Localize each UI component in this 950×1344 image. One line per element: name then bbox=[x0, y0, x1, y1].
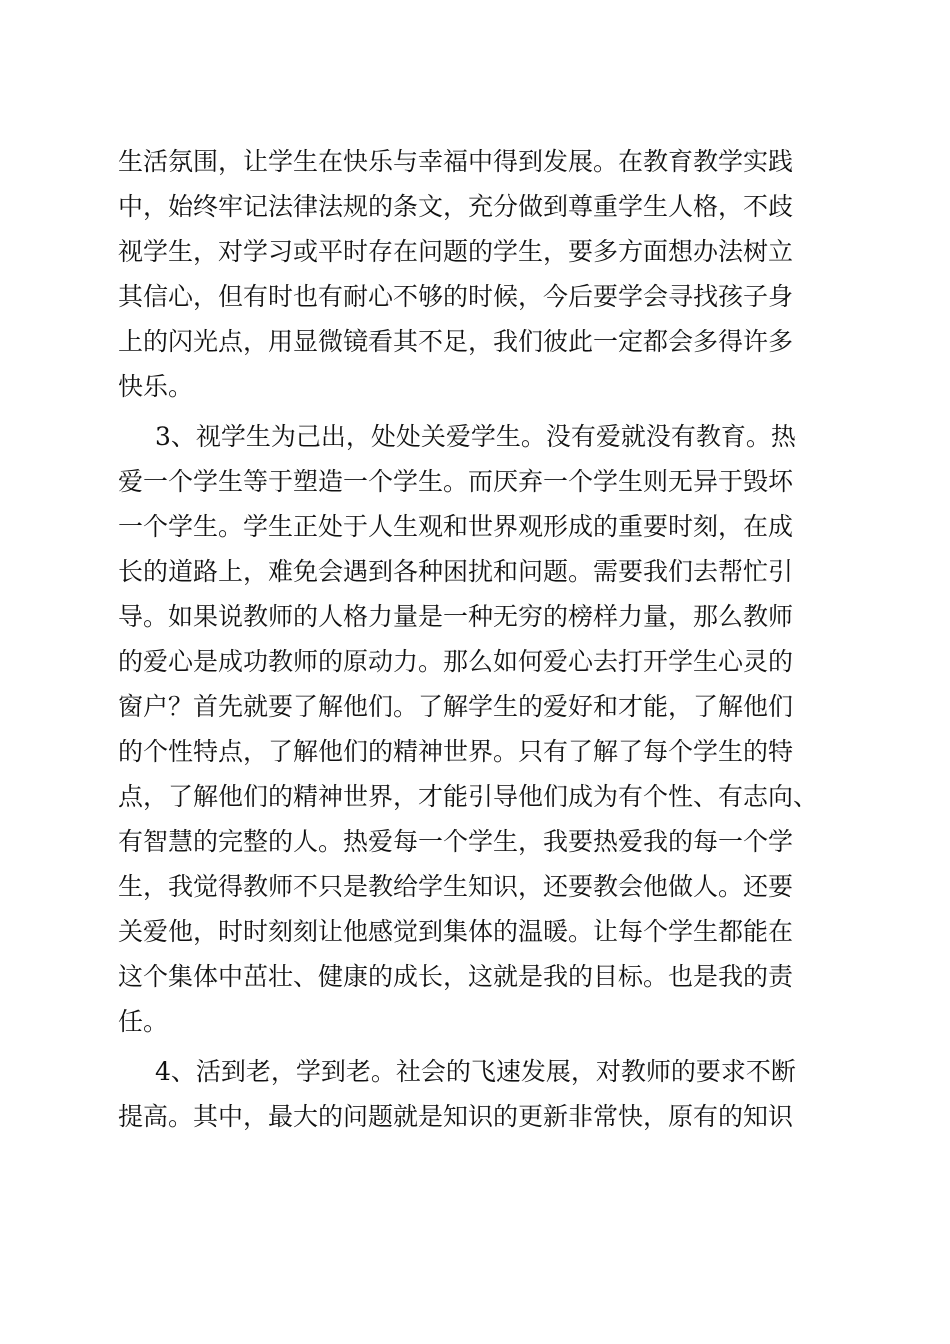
text-line: 上的闪光点，用显微镜看其不足，我们彼此一定都会多得许多 bbox=[118, 327, 794, 356]
text-line: 导。如果说教师的人格力量是一种无穷的榜样力量，那么教师 bbox=[118, 602, 794, 631]
text-line: 一个学生。学生正处于人生观和世界观形成的重要时刻，在成 bbox=[118, 512, 794, 541]
text-line: 长的道路上，难免会遇到各种困扰和问题。需要我们去帮忙引 bbox=[118, 557, 794, 586]
text-line: 爱一个学生等于塑造一个学生。而厌弃一个学生则无异于毁坏 bbox=[118, 467, 794, 496]
text-line: 有智慧的完整的人。热爱每一个学生，我要热爱我的每一个学 bbox=[118, 827, 794, 856]
text-line: 这个集体中茁壮、健康的成长，这就是我的目标。也是我的责 bbox=[118, 962, 794, 991]
text-line: 视学生，对学习或平时存在问题的学生，要多方面想办法树立 bbox=[118, 237, 794, 266]
text-line: 生活氛围，让学生在快乐与幸福中得到发展。在教育教学实践 bbox=[118, 147, 794, 176]
text-line: 其信心，但有时也有耐心不够的时候，今后要学会寻找孩子身 bbox=[118, 282, 794, 311]
text-line: 中，始终牢记法律法规的条文，充分做到尊重学生人格，不歧 bbox=[118, 192, 794, 221]
text-line: 提高。其中，最大的问题就是知识的更新非常快，原有的知识 bbox=[118, 1102, 794, 1131]
paragraph-heading-3: 3、视学生为己出，处处关爱学生。没有爱就没有教育。热 bbox=[155, 422, 796, 451]
text-line: 任。 bbox=[118, 1007, 169, 1036]
text-line: 的个性特点，了解他们的精神世界。只有了解了每个学生的特 bbox=[118, 737, 794, 766]
text-line: 关爱他，时时刻刻让他感觉到集体的温暖。让每个学生都能在 bbox=[118, 917, 794, 946]
text-line: 快乐。 bbox=[118, 372, 194, 401]
paragraph-heading-4: 4、活到老，学到老。社会的飞速发展，对教师的要求不断 bbox=[155, 1057, 796, 1086]
text-line: 的爱心是成功教师的原动力。那么如何爱心去打开学生心灵的 bbox=[118, 647, 794, 676]
text-line: 点，了解他们的精神世界，才能引导他们成为有个性、有志向、 bbox=[118, 782, 819, 811]
text-line: 生，我觉得教师不只是教给学生知识，还要教会他做人。还要 bbox=[118, 872, 794, 901]
text-line: 窗户？首先就要了解他们。了解学生的爱好和才能，了解他们 bbox=[118, 692, 794, 721]
